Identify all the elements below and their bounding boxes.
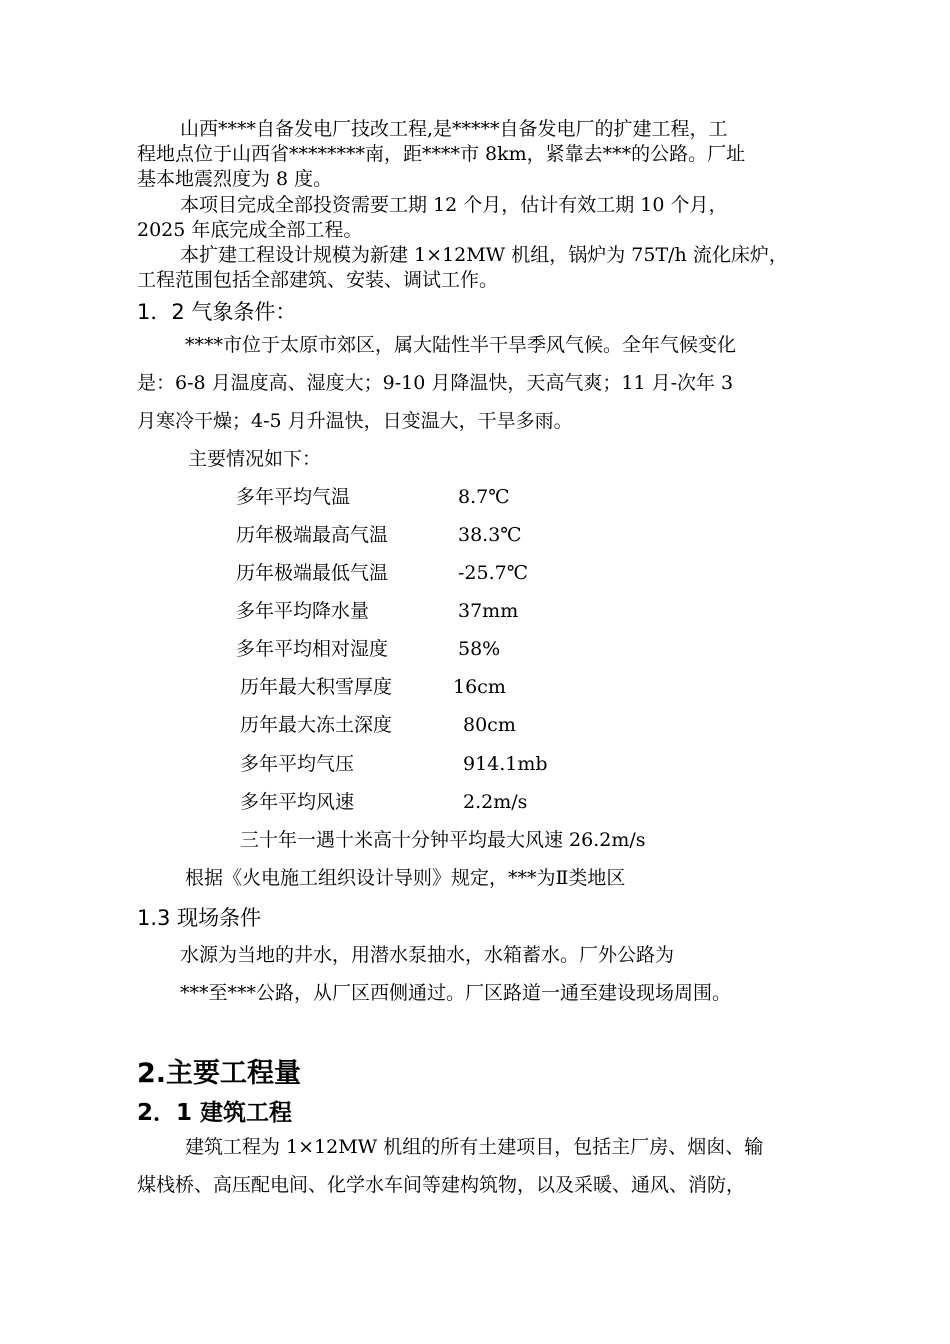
summary-intro: 主要情况如下： bbox=[188, 448, 322, 470]
section-2-heading: 2.主要工程量 bbox=[137, 1058, 302, 1089]
max-wind-line: 三十年一遇十米高十分钟平均最大风速 26.2m/s bbox=[240, 829, 646, 851]
climate-value: 914.1mb bbox=[463, 753, 548, 775]
construction-line-1: 建筑工程为 1×12MW 机组的所有土建项目，包括主厂房、烟囱、输 bbox=[185, 1136, 764, 1158]
climate-label: 多年平均风速 bbox=[240, 791, 355, 813]
intro-line-2: 程地点位于山西省********南，距****市 8km，紧靠去***的公路。厂址 bbox=[137, 143, 746, 165]
climate-value: 2.2m/s bbox=[463, 791, 528, 813]
climate-value: 37mm bbox=[458, 600, 519, 622]
climate-value: 80cm bbox=[463, 714, 516, 736]
intro-line-3: 基本地震烈度为 8 度。 bbox=[137, 168, 333, 190]
section-1-2-heading: 1．2 气象条件： bbox=[137, 300, 297, 324]
intro-line-4: 本项目完成全部投资需要工期 12 个月，估计有效工期 10 个月， bbox=[180, 194, 728, 216]
climate-value: 58% bbox=[458, 638, 501, 660]
climate-label: 多年平均降水量 bbox=[236, 600, 370, 622]
intro-line-1: 山西****自备发电厂技改工程,是*****自备发电厂的扩建工程，工 bbox=[180, 118, 728, 140]
intro-line-7: 工程范围包括全部建筑、安装、调试工作。 bbox=[137, 269, 499, 291]
climate-label: 历年极端最高气温 bbox=[236, 524, 389, 546]
intro-line-6: 本扩建工程设计规模为新建 1×12MW 机组，锅炉为 75T/h 流化床炉， bbox=[180, 244, 788, 266]
regulation-line: 根据《火电施工组织设计导则》规定，***为Ⅱ类地区 bbox=[185, 867, 626, 889]
climate-value: 16cm bbox=[453, 676, 506, 698]
site-line-1: 水源为当地的井水，用潜水泵抽水，水箱蓄水。厂外公路为 bbox=[180, 944, 675, 966]
climate-label: 多年平均相对湿度 bbox=[236, 638, 389, 660]
climate-value: 38.3℃ bbox=[458, 524, 522, 546]
climate-value: 8.7℃ bbox=[458, 486, 510, 508]
climate-label: 历年极端最低气温 bbox=[236, 562, 389, 584]
climate-line-2: 是：6-8 月温度高、湿度大；9-10 月降温快，天高气爽；11 月-次年 3 bbox=[137, 372, 734, 394]
climate-label: 多年平均气压 bbox=[240, 753, 355, 775]
climate-label: 多年平均气温 bbox=[236, 486, 351, 508]
site-line-2: ***至***公路，从厂区西侧通过。厂区路道一通至建设现场周围。 bbox=[180, 982, 732, 1004]
section-2-1-heading: 2．1 建筑工程 bbox=[137, 1100, 293, 1126]
climate-line-1: ****市位于太原市郊区，属大陆性半干旱季风气候。全年气候变化 bbox=[185, 334, 737, 356]
section-1-3-heading: 1.3 现场条件 bbox=[137, 906, 262, 930]
climate-label: 历年最大冻土深度 bbox=[240, 714, 393, 736]
intro-line-5: 2025 年底完成全部工程。 bbox=[137, 219, 363, 241]
climate-label: 历年最大积雪厚度 bbox=[240, 676, 393, 698]
construction-line-2: 煤栈桥、高压配电间、化学水车间等建构筑物，以及采暖、通风、消防， bbox=[137, 1174, 746, 1196]
climate-value: -25.7℃ bbox=[458, 562, 528, 584]
climate-line-3: 月寒冷干燥；4-5 月升温快，日变温大，干旱多雨。 bbox=[137, 410, 573, 432]
